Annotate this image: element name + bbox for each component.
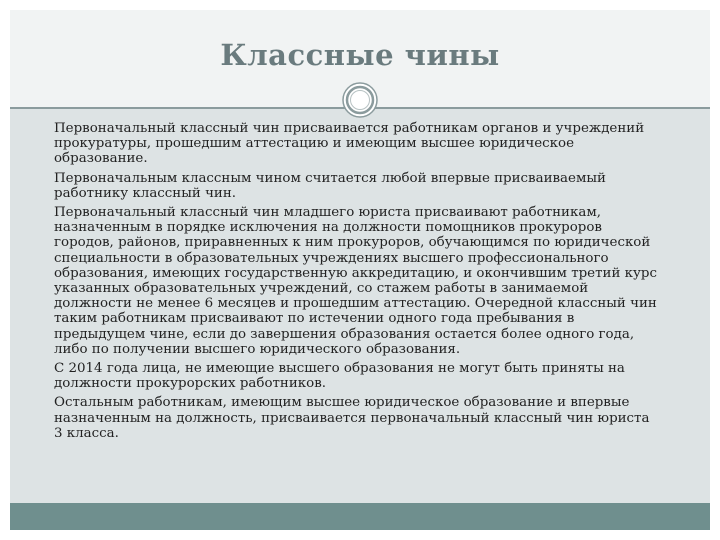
slide-title: Классные чины xyxy=(220,38,500,72)
paragraph-2014-rule: С 2014 года лица, не имеющие высшего образования не могут быть приняты на должности прокурорских работников. xyxy=(54,361,625,392)
footer-bar xyxy=(10,503,710,530)
paragraph-junior-lawyer: Первоначальный классный чин младшего юриста присваивают работникам, назначенным в порядке исключения на должности помощников прокуроров городов, районов, приравненных к ним прокуроров, обучающимся по юридической специальности в образовательных учреждениях высшего профессионального образования, имеющих государственную аккредитацию, и окончившим третий курс указанных образовательных учреждений, со стажем работы в занимаемой должности не менее 6 месяцев и прошедшим аттестацию. Очередной классный чин таким работникам присваивают по истечении одного года пребывания в предыдущем чине, если до завершения образования остается более одного года, либо по получении высшего юридического образования. xyxy=(54,205,657,357)
paragraph-first-rank: Первоначальный классный чин присваивается работникам органов и учреждений прокуратуры, прошедшим аттестацию и имеющим высшее юридическое образование. xyxy=(54,121,645,167)
slide-body xyxy=(54,121,694,445)
paragraph-definition: Первоначальным классным чином считается любой впервые присваиваемый работнику классный чин. xyxy=(54,170,606,201)
ring-ornament-icon xyxy=(340,80,380,120)
paragraph-third-class: Остальным работникам, имеющим высшее юридическое образование и впервые назначенным на должность, присваивается первоначальный классный чин юриста 3 класса. xyxy=(54,395,650,441)
